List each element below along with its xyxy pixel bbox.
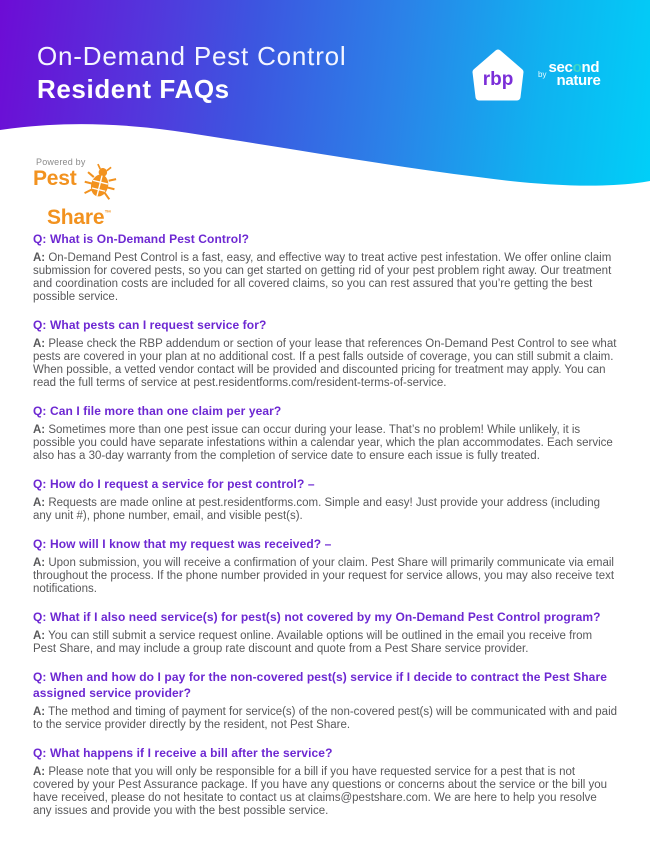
faq-item — [33, 403, 618, 463]
faq-answer: A: Requests are made online at pest.residentforms.com. Simple and easy! Just provide your address (including any unit #), phone number, email, and visible pest(s). — [33, 497, 600, 522]
faq-question: Q: How do I request a service for pest control? – — [33, 477, 315, 491]
second-nature-line2: nature — [556, 72, 601, 89]
teal-o-accent: o — [572, 59, 582, 76]
faq-answer: A: Sometimes more than one pest issue can occur during your lease. That’s no problem! While unlikely, it is possible you could have separate infestations within a calendar year, which the plan accommodates. Each service also has a 30-day warranty from the completion of service date to ensure each issue is fully treated. — [33, 424, 613, 462]
faq-answer: A: Upon submission, you will receive a confirmation of your claim. Pest Share will primarily communicate via email throughout the process. If the phone number provided in your request for service allows, you may also receive text notifications. — [33, 557, 615, 595]
faq-answer: A: On-Demand Pest Control is a fast, easy, and effective way to treat active pest infestation. We offer online claim submission for covered pests, so you can get started on getting rid of your pest problem right away. Our treatment and coordination costs are included for all covered claims, so you can rest assured that you’re getting the best possible service. — [33, 252, 612, 303]
rbp-badge-icon — [468, 47, 528, 107]
faq-answer: A: The method and timing of payment for service(s) of the non-covered pest(s) will be communicated with and paid to the service provider directly by the resident, not Pest Share. — [33, 706, 618, 731]
header-titles — [37, 40, 347, 106]
faq-answer: A: Please check the RBP addendum or section of your lease that references On-Demand Pest Control to see what pests are covered in your plan at no additional cost. If a pest falls outside of coverage, you can still submit a claim. When possible, a vetted vendor contact will be provided and discounted pricing for treatment may apply. You can read the full terms of service at pest.residentforms.com/resident-terms-of-service. — [33, 338, 617, 389]
faq-question: Q: What if I also need service(s) for pest(s) not covered by my On-Demand Pest Control program? — [33, 610, 601, 624]
pestshare-logo — [33, 157, 153, 228]
pestshare-word-pest: Pest — [33, 167, 77, 190]
faq-list — [33, 231, 618, 831]
faq-question: Q: What happens if I receive a bill after the service? — [33, 746, 333, 760]
rbp-badge-text: rbp — [482, 69, 514, 90]
faq-question: Q: When and how do I pay for the non-covered pest(s) service if I decide to contract the Pest Share assigned service provider? — [33, 670, 608, 700]
faq-item — [33, 536, 618, 596]
faq-item — [33, 476, 618, 523]
faq-item — [33, 231, 618, 304]
faq-question: Q: How will I know that my request was received? – — [33, 537, 332, 551]
page-subtitle: Resident FAQs — [37, 74, 230, 104]
by-label: by — [538, 70, 547, 79]
trademark-symbol: ™ — [104, 210, 112, 217]
faq-question: Q: What pests can I request service for? — [33, 318, 267, 332]
faq-item — [33, 745, 618, 818]
powered-by-label: Powered by — [36, 157, 86, 167]
rbp-logo — [468, 47, 601, 107]
page-title: On-Demand Pest Control — [37, 41, 347, 71]
beetle-icon — [83, 163, 117, 203]
faq-item — [33, 609, 618, 656]
faq-answer: A: You can still submit a service request online. Available options will be outlined in the email you receive from Pest Share, and may include a group rate discount and quote from a Pest Share service provider. — [33, 630, 593, 655]
faq-question: Q: Can I file more than one claim per year? — [33, 404, 282, 418]
faq-item — [33, 317, 618, 390]
faq-item — [33, 669, 618, 732]
faq-question: Q: What is On-Demand Pest Control? — [33, 232, 250, 246]
faq-answer: A: Please note that you will only be responsible for a bill if you have requested service for a pest that is not covered by your Pest Assurance package. If you have any questions or concerns about the service or the bill you have received, please do not hesitate to contact us at claims@pestshare.com. We are here to help you resolve any issues and provide you with the best possible service. — [33, 766, 608, 817]
pestshare-word-share: Share™ — [47, 206, 112, 229]
second-nature-line1: second — [548, 59, 600, 76]
second-nature-wordmark — [538, 61, 601, 87]
